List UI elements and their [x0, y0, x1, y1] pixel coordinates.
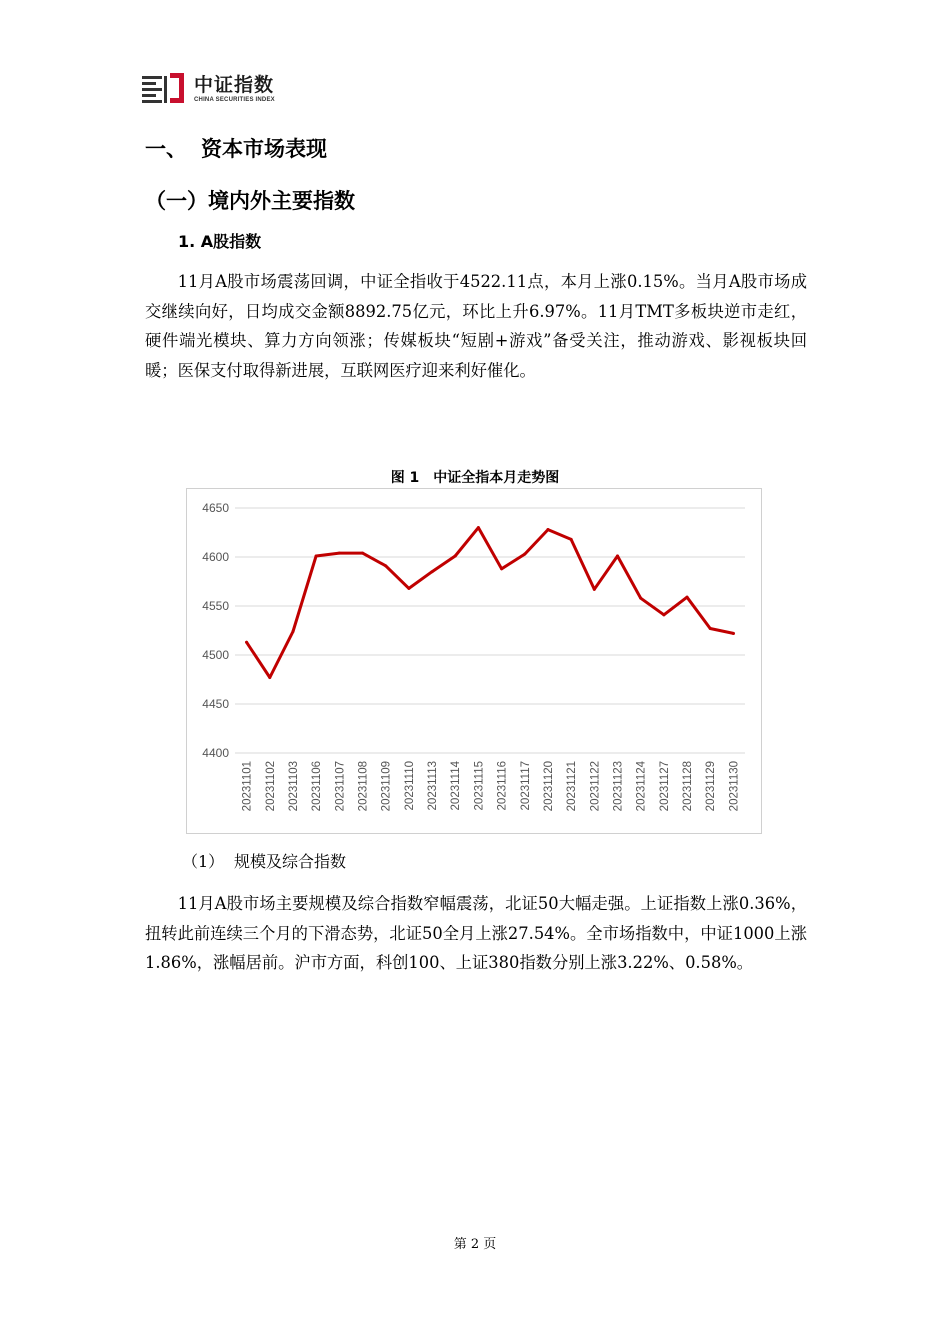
data-point	[245, 641, 248, 644]
data-point	[268, 676, 271, 679]
x-tick-label: 20231130	[728, 761, 741, 812]
x-tick-label: 20231123	[612, 761, 625, 812]
paragraph-scale-indices: 11月A股市场主要规模及综合指数窄幅震荡，北证50大幅走强。上证指数上涨0.36%，扭转此前连续三个月的下滑态势，北证50全月上涨27.54%。全市场指数中，中证1000上涨1.86%，涨幅居前。沪市方面，科创100、上证380指数分别上涨3.22%、0.58%。	[145, 894, 807, 972]
y-tick-label: 4500	[202, 648, 229, 662]
x-tick-label: 20231113	[427, 761, 440, 811]
x-tick-label: 20231129	[705, 761, 718, 812]
data-point	[338, 552, 341, 555]
y-tick-label: 4550	[202, 599, 229, 613]
x-tick-label: 20231114	[450, 761, 463, 811]
data-point	[477, 526, 480, 529]
page-number: 第 2 页	[453, 1237, 497, 1252]
x-tick-label: 20231117	[519, 761, 532, 811]
x-tick-label: 20231128	[682, 761, 695, 812]
data-point	[616, 555, 619, 558]
logo-chinese-name: 中证指数	[194, 73, 275, 96]
subheading-scale-indices	[182, 849, 346, 872]
data-point	[454, 555, 457, 558]
data-point	[431, 570, 434, 573]
logo-mark-icon	[142, 72, 188, 106]
data-point	[407, 587, 410, 590]
figure-caption: 图 1 中证全指本月走势图	[390, 470, 560, 486]
data-point	[686, 596, 689, 599]
data-point	[639, 597, 642, 600]
x-tick-label: 20231101	[241, 761, 254, 812]
subheading-title: 规模及综合指数	[234, 852, 347, 871]
x-tick-label: 20231109	[380, 761, 393, 812]
x-tick-label: 20231102	[264, 761, 277, 812]
x-tick-label: 20231127	[658, 761, 671, 812]
x-tick-label: 20231108	[357, 761, 370, 812]
subsubsection-heading: 1. A股指数	[178, 232, 262, 251]
x-tick-label: 20231110	[403, 761, 416, 811]
line-chart	[187, 489, 763, 835]
data-point	[384, 564, 387, 567]
subheading-number: （1）	[182, 852, 225, 871]
x-tick-label: 20231116	[496, 761, 509, 811]
data-point	[570, 538, 573, 541]
data-point	[732, 632, 735, 635]
data-point	[315, 555, 318, 558]
x-tick-label: 20231115	[473, 761, 486, 811]
x-tick-label: 20231103	[287, 761, 300, 812]
y-tick-label: 4450	[202, 697, 229, 711]
data-point	[662, 613, 665, 616]
x-tick-label: 20231121	[566, 761, 579, 812]
data-point	[361, 552, 364, 555]
section-heading	[145, 133, 327, 163]
y-tick-label: 4600	[202, 550, 229, 564]
logo-english-name: CHINA SECURITIES INDEX	[194, 96, 275, 103]
data-point	[291, 630, 294, 633]
y-tick-label: 4650	[202, 501, 229, 515]
section-number: 一、	[145, 137, 187, 161]
y-tick-label: 4400	[202, 746, 229, 760]
section-title: 资本市场表现	[201, 137, 327, 161]
paragraph-a-share-overview: 11月A股市场震荡回调，中证全指收于4522.11点，本月上涨0.15%。当月A股市场成交继续向好，日均成交金额8892.75亿元，环比上升6.97%。11月TMT多板块逆市走红，硬件端光模块、算力方向领涨；传媒板块“短剧+游戏”备受关注，推动游戏、影视板块回暖；医保支付取得新进展，互联网医疗迎来利好催化。	[145, 272, 807, 380]
subsection-heading: （一）境内外主要指数	[145, 189, 355, 213]
data-point	[500, 567, 503, 570]
x-tick-label: 20231106	[311, 761, 324, 812]
x-tick-label: 20231120	[542, 761, 555, 812]
data-point	[546, 528, 549, 531]
logo	[142, 72, 275, 106]
x-tick-label: 20231124	[635, 761, 648, 812]
data-point	[593, 588, 596, 591]
data-point	[709, 627, 712, 630]
data-point	[523, 553, 526, 556]
x-tick-label: 20231122	[589, 761, 602, 812]
chart-frame	[186, 488, 762, 834]
x-tick-label: 20231107	[334, 761, 347, 812]
